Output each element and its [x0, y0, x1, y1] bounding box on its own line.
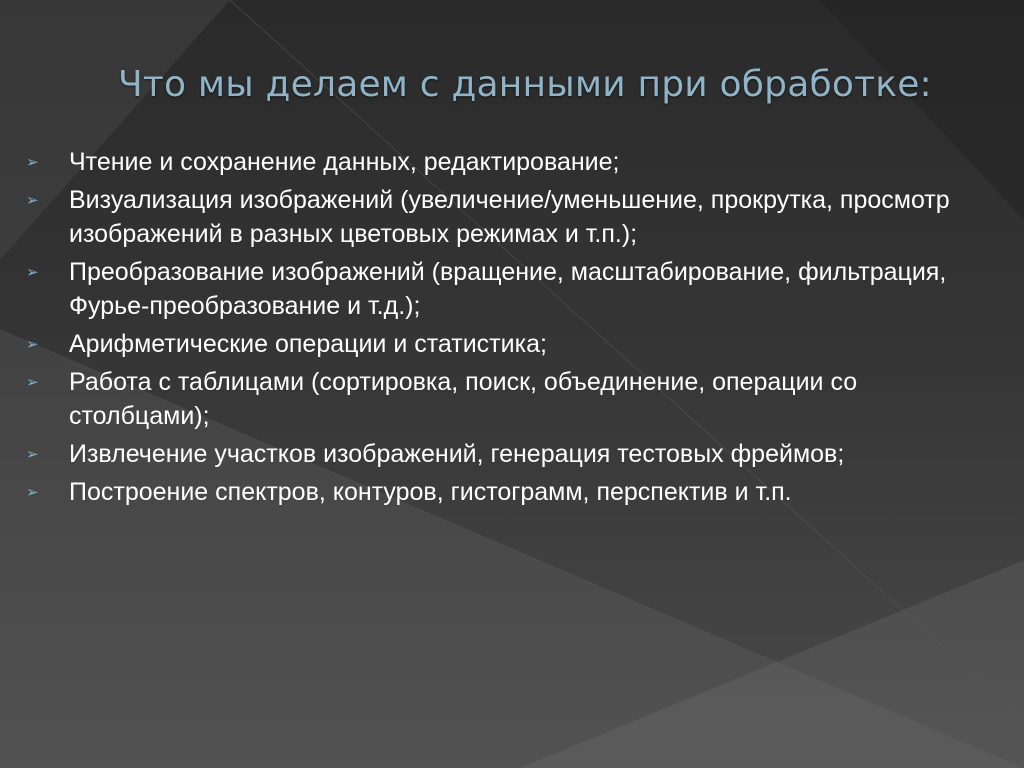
list-item	[26, 255, 996, 323]
chevron-arrow-icon: ➢	[26, 336, 39, 353]
chevron-arrow-icon: ➢	[26, 264, 39, 281]
chevron-arrow-icon: ➢	[26, 154, 39, 171]
chevron-arrow-icon: ➢	[26, 484, 39, 501]
bullet-list	[26, 145, 996, 513]
list-item-text: Преобразование изображений (вращение, масштабирование, фильтрация, Фурье-преобразование и т.д.);	[69, 258, 947, 320]
slide-title: Что мы делаем с данными при обработке:	[118, 64, 932, 105]
list-item	[26, 327, 996, 361]
list-item	[26, 437, 996, 471]
list-item-text: Построение спектров, контуров, гистограмм, перспектив и т.п.	[69, 478, 792, 506]
chevron-arrow-icon: ➢	[26, 446, 39, 463]
list-item	[26, 475, 996, 509]
list-item	[26, 183, 996, 251]
list-item	[26, 145, 996, 179]
list-item-text: Визуализация изображений (увеличение/уменьшение, прокрутка, просмотр изображений в разных цветовых режимах и т.п.);	[69, 186, 950, 248]
list-item-text: Извлечение участков изображений, генерация тестовых фреймов;	[69, 440, 845, 468]
chevron-arrow-icon: ➢	[26, 374, 39, 391]
list-item-text: Арифметические операции и статистика;	[69, 330, 547, 358]
list-item	[26, 365, 996, 433]
list-item-text: Чтение и сохранение данных, редактирование;	[69, 148, 620, 176]
list-item-text: Работа с таблицами (сортировка, поиск, объединение, операции со столбцами);	[69, 368, 858, 430]
chevron-arrow-icon: ➢	[26, 192, 39, 209]
